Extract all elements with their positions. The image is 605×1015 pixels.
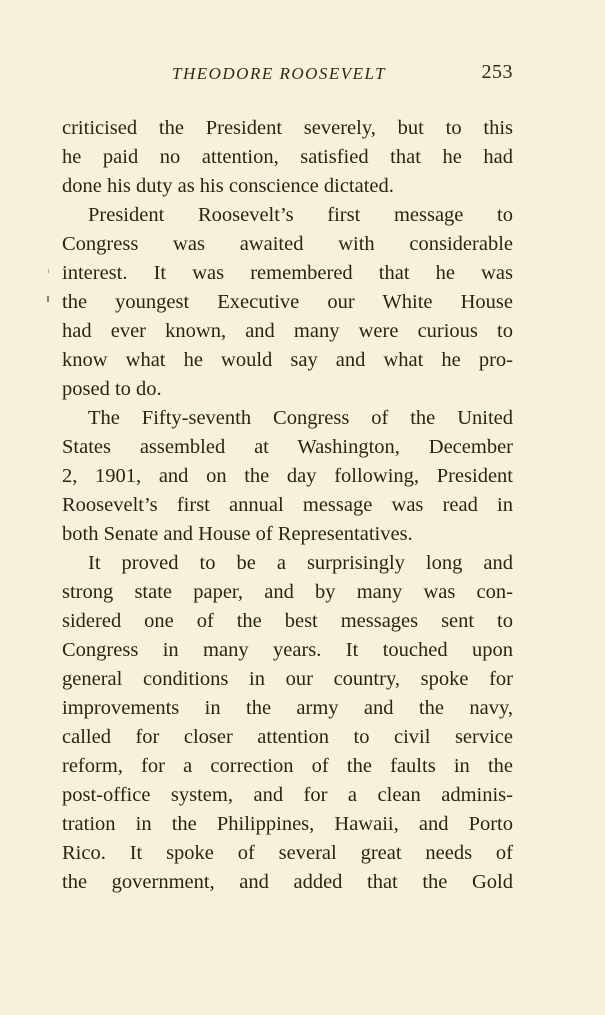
margin-speck xyxy=(48,269,49,273)
text-line: President Roosevelt’s first message to xyxy=(88,204,513,226)
running-title: THEODORE ROOSEVELT xyxy=(172,64,387,83)
body-text xyxy=(62,114,513,897)
page-number: 253 xyxy=(481,61,513,83)
text-line: It proved to be a surprisingly long and xyxy=(88,552,513,574)
text-line: strong state paper, and by many was con- xyxy=(62,581,513,603)
text-line: Congress in many years. It touched upon xyxy=(62,639,513,661)
text-line: had ever known, and many were curious to xyxy=(62,320,513,342)
text-line: 2, 1901, and on the day following, President xyxy=(62,465,513,487)
text-line: the youngest Executive our White House xyxy=(62,291,513,313)
text-line: improvements in the army and the navy, xyxy=(62,697,513,719)
text-line: Roosevelt’s first annual message was read in xyxy=(62,494,513,516)
text-line: posed to do. xyxy=(62,378,162,400)
text-line: he paid no attention, satisfied that he had xyxy=(62,146,513,168)
text-line: The Fifty-seventh Congress of the United xyxy=(88,407,513,429)
text-line: Rico. It spoke of several great needs of xyxy=(62,842,513,864)
text-line: tration in the Philippines, Hawaii, and Porto xyxy=(62,813,513,835)
text-line: called for closer attention to civil service xyxy=(62,726,513,748)
text-line: done his duty as his conscience dictated. xyxy=(62,175,394,197)
text-line: post-office system, and for a clean adminis- xyxy=(62,784,513,806)
text-line: States assembled at Washington, December xyxy=(62,436,513,458)
text-line: reform, for a correction of the faults in the xyxy=(62,755,513,777)
text-line: know what he would say and what he pro- xyxy=(62,349,513,371)
text-line: sidered one of the best messages sent to xyxy=(62,610,513,632)
running-head xyxy=(62,61,513,94)
text-line: the government, and added that the Gold xyxy=(62,871,513,893)
text-line: criticised the President severely, but to this xyxy=(62,117,513,139)
text-line: Congress was awaited with considerable xyxy=(62,233,513,255)
margin-mark xyxy=(47,296,49,302)
text-line: general conditions in our country, spoke for xyxy=(62,668,513,690)
text-line: interest. It was remembered that he was xyxy=(62,262,513,284)
text-line: both Senate and House of Representatives. xyxy=(62,523,413,545)
